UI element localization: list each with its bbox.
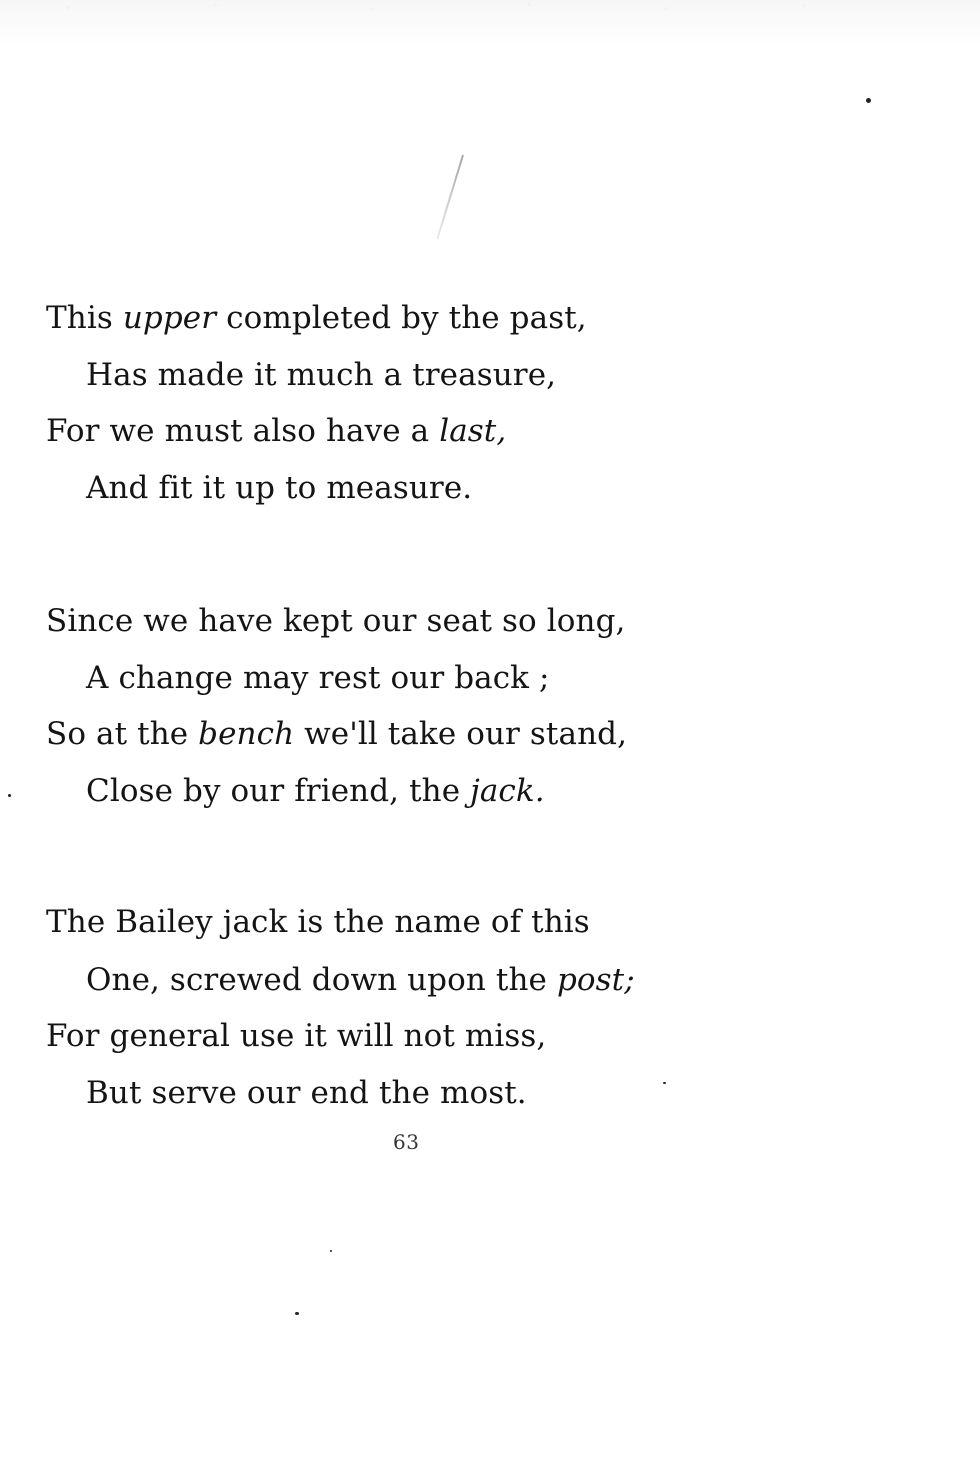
poem-line [46,1016,546,1056]
italic-word: bench [198,716,295,752]
poem-line [46,902,590,942]
line-text: completed by the past, [216,300,587,336]
line-text: Close by our friend, the [86,773,471,809]
line-text: For we must also have a [46,413,440,449]
poem-line [86,468,472,508]
poem-line [86,960,635,1000]
line-text: One, screwed down upon the [86,962,557,998]
line-text: we'll take our stand, [294,716,628,752]
scan-speck [8,794,11,797]
italic-word: upper [122,300,217,336]
line-text: This [46,300,123,336]
italic-word: jack. [470,773,545,809]
line-text: But serve our end the most. [86,1075,527,1111]
pencil-mark [436,155,464,240]
poem-line [46,411,506,451]
line-text: Has made it much a treasure, [86,357,557,393]
line-text: A change may rest our back ; [86,660,550,696]
poem-line [86,658,550,698]
line-text: And fit it up to measure. [86,470,473,506]
line-text: So at the [46,716,199,752]
page-number: 63 [393,1130,420,1154]
scan-speck [295,1312,299,1315]
line-text: For general use it will not miss, [46,1018,547,1054]
scan-speck [866,98,871,103]
scan-speck [330,1250,332,1252]
italic-word: last, [439,413,507,449]
line-text: Since we have kept our seat so long, [46,603,626,639]
line-text: The Bailey jack is the name of this [46,904,590,940]
scan-noise-band [0,0,980,42]
stanza-1 [46,298,766,518]
poem-line [46,601,625,641]
poem-line [86,355,556,395]
poem-line [86,1073,527,1113]
poem-line [46,714,627,754]
poem-line [86,771,545,811]
stanza-2 [46,601,766,821]
stanza-3 [46,902,766,1122]
poem-line [46,298,587,338]
italic-word: post; [556,962,635,998]
